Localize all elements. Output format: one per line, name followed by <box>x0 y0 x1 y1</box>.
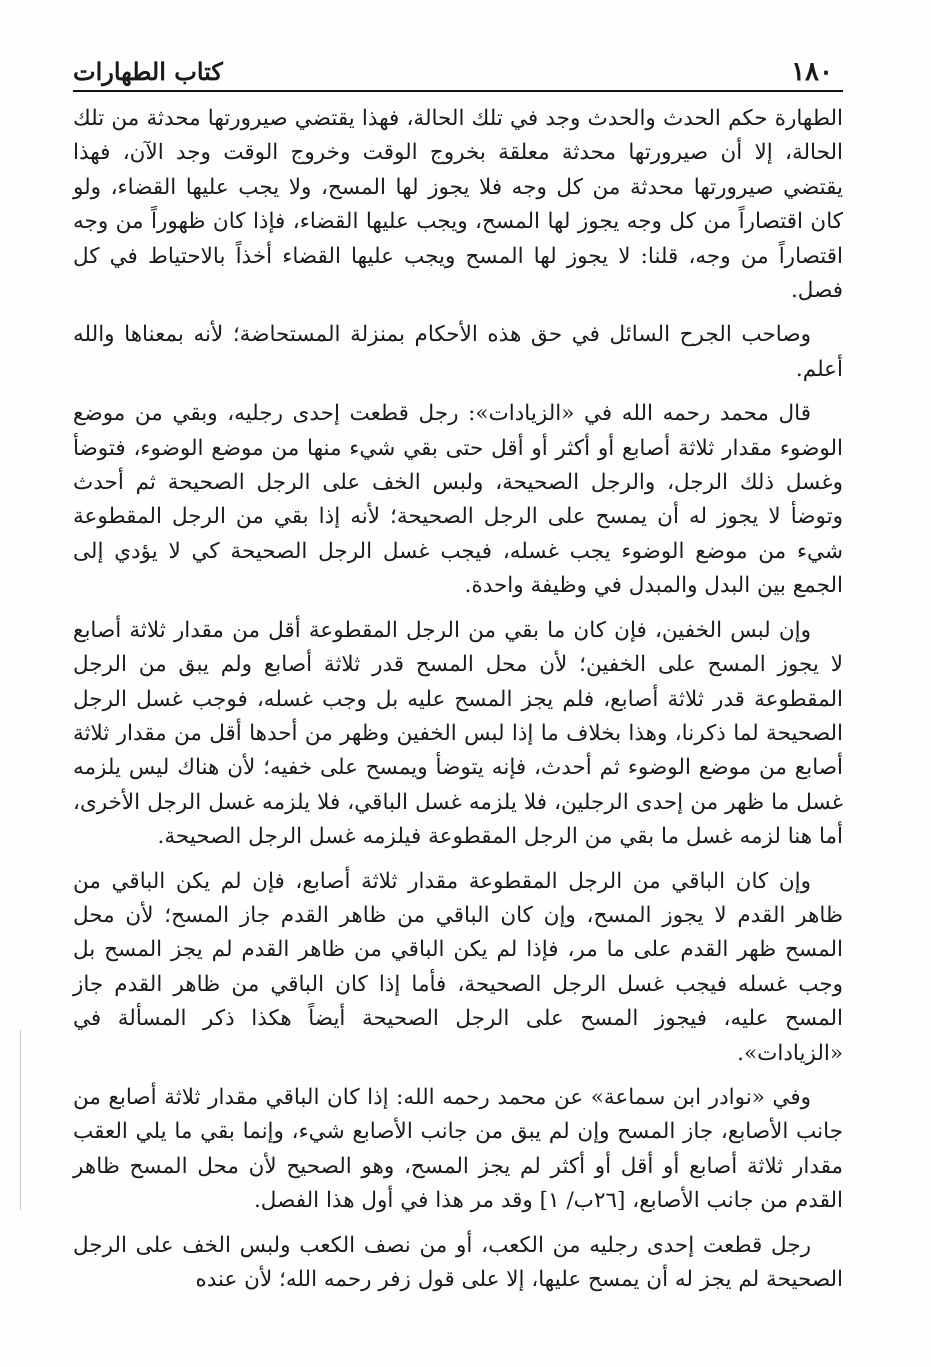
paragraph: الطهارة حكم الحدث والحدث وجد في تلك الحالة، فهذا يقتضي صيرورتها محدثة من تلك الحالة، إلا أن صيرورتها محدثة معلقة بخروج الوقت وخروج الوقت وجد الآن، فهذا يقتضي صيرورتها محدثة من كل وجه فلا يجوز لها المسح، ولا يجب عليها القضاء، ولو كان اقتصاراً من كل وجه يجوز لها المسح، ويجب عليها القضاء، فإذا كان ظهوراً من وجه اقتصاراً من وجه، قلنا: لا يجوز لها المسح ويجب عليها القضاء أخذاً بالاحتياط في كل فصل. <box>73 106 843 304</box>
page-number: ١٨٠ <box>791 57 833 87</box>
page-header <box>73 52 843 92</box>
paragraph: وصاحب الجرح السائل في حق هذه الأحكام بمنزلة المستحاضة؛ لأنه بمعناها والله أعلم. <box>73 322 843 382</box>
paragraph: وإن لبس الخفين، فإن كان ما بقي من الرجل المقطوعة أقل من مقدار ثلاثة أصابع لا يجوز المسح على الخفين؛ لأن محل المسح قدر ثلاثة أصابع ولم يبق من الرجل المقطوعة قدر ثلاثة أصابع، فلم يجز المسح عليه بل وجب غسله، فوجب غسل الرجل الصحيحة لما ذكرنا، وهذا بخلاف ما إذا لبس الخفين وظهر من أحدها أقل من مقدار ثلاثة أصابع من موضع الوضوء ثم أحدث، فإنه يتوضأ ويمسح على خفيه؛ لأن هناك ليس يلزمه غسل ما ظهر من إحدى الرجلين، فلا يلزمه غسل الباقي، فلا يلزمه غسل الرجل الأخرى، أما هنا لزمه غسل ما بقي من الرجل المقطوعة فيلزمه غسل الرجل الصحيحة. <box>73 617 843 850</box>
margin-line <box>20 1030 21 1210</box>
paragraph: وفي «نوادر ابن سماعة» عن محمد رحمه الله: إذا كان الباقي مقدار ثلاثة أصابع من جانب الأصابع، جاز المسح وإن لم يبق من جانب الأصابع شيء، وإنما بقي ما يلي العقب مقدار ثلاثة أصابع أو أقل أو أكثر لم يجز المسح، وهو الصحيح لأن محل المسح ظاهر القدم من جانب الأصابع، [٢٦ب/ ١] وقد مر هذا في أول هذا الفصل. <box>73 1084 843 1214</box>
paragraph: رجل قطعت إحدى رجليه من الكعب، أو من نصف الكعب ولبس الخف على الرجل الصحيحة لم يجز له أن يمسح عليها، إلا على قول زفر رحمه الله؛ لأن عنده <box>73 1232 843 1292</box>
book-title: كتاب الطهارات <box>73 57 223 86</box>
paragraph: وإن كان الباقي من الرجل المقطوعة مقدار ثلاثة أصابع، فإن لم يكن الباقي من ظاهر القدم لا يجوز المسح، وإن كان الباقي من ظاهر الق‍دم جاز المسح؛ لأن محل المسح ظهر القدم على ما مر، فإذا لم يكن الباقي من ظاهر القدم لم يجز المسح بل وجب غسله فيجب غسل الرجل الصحيحة، فأما إذا كان الباقي من ظاهر القدم جاز المسح عليه، فيجوز المسح على الرجل الصحيحة أيضاً هكذا ذكر المسألة في «الزيادات». <box>73 868 843 1066</box>
body-text <box>73 102 843 1307</box>
paragraph: قال محمد رحمه الله في «الزيادات»: رجل قطعت إحدى رجليه، وبقي من موضع الوضوء مقدار ثلاثة أصابع أو أكثر أو أقل حتى بقي شيء منها من موضع الوضوء، فتوضأ وغسل ذلك الرجل، والرجل الصحيحة، ولبس الخف على الرجل الصحيحة ثم أحدث وتوضأ لا يجوز له أن يمسح على الرجل الصحيحة؛ لأنه إذا بقي من الرجل المقطوعة شيء من موضع الوضوء يجب غسله، فيجب غسل الرجل الصحيحة كي لا يؤدي إلى الجمع بين البدل والمبدل في وظيفة واحدة. <box>73 401 843 599</box>
